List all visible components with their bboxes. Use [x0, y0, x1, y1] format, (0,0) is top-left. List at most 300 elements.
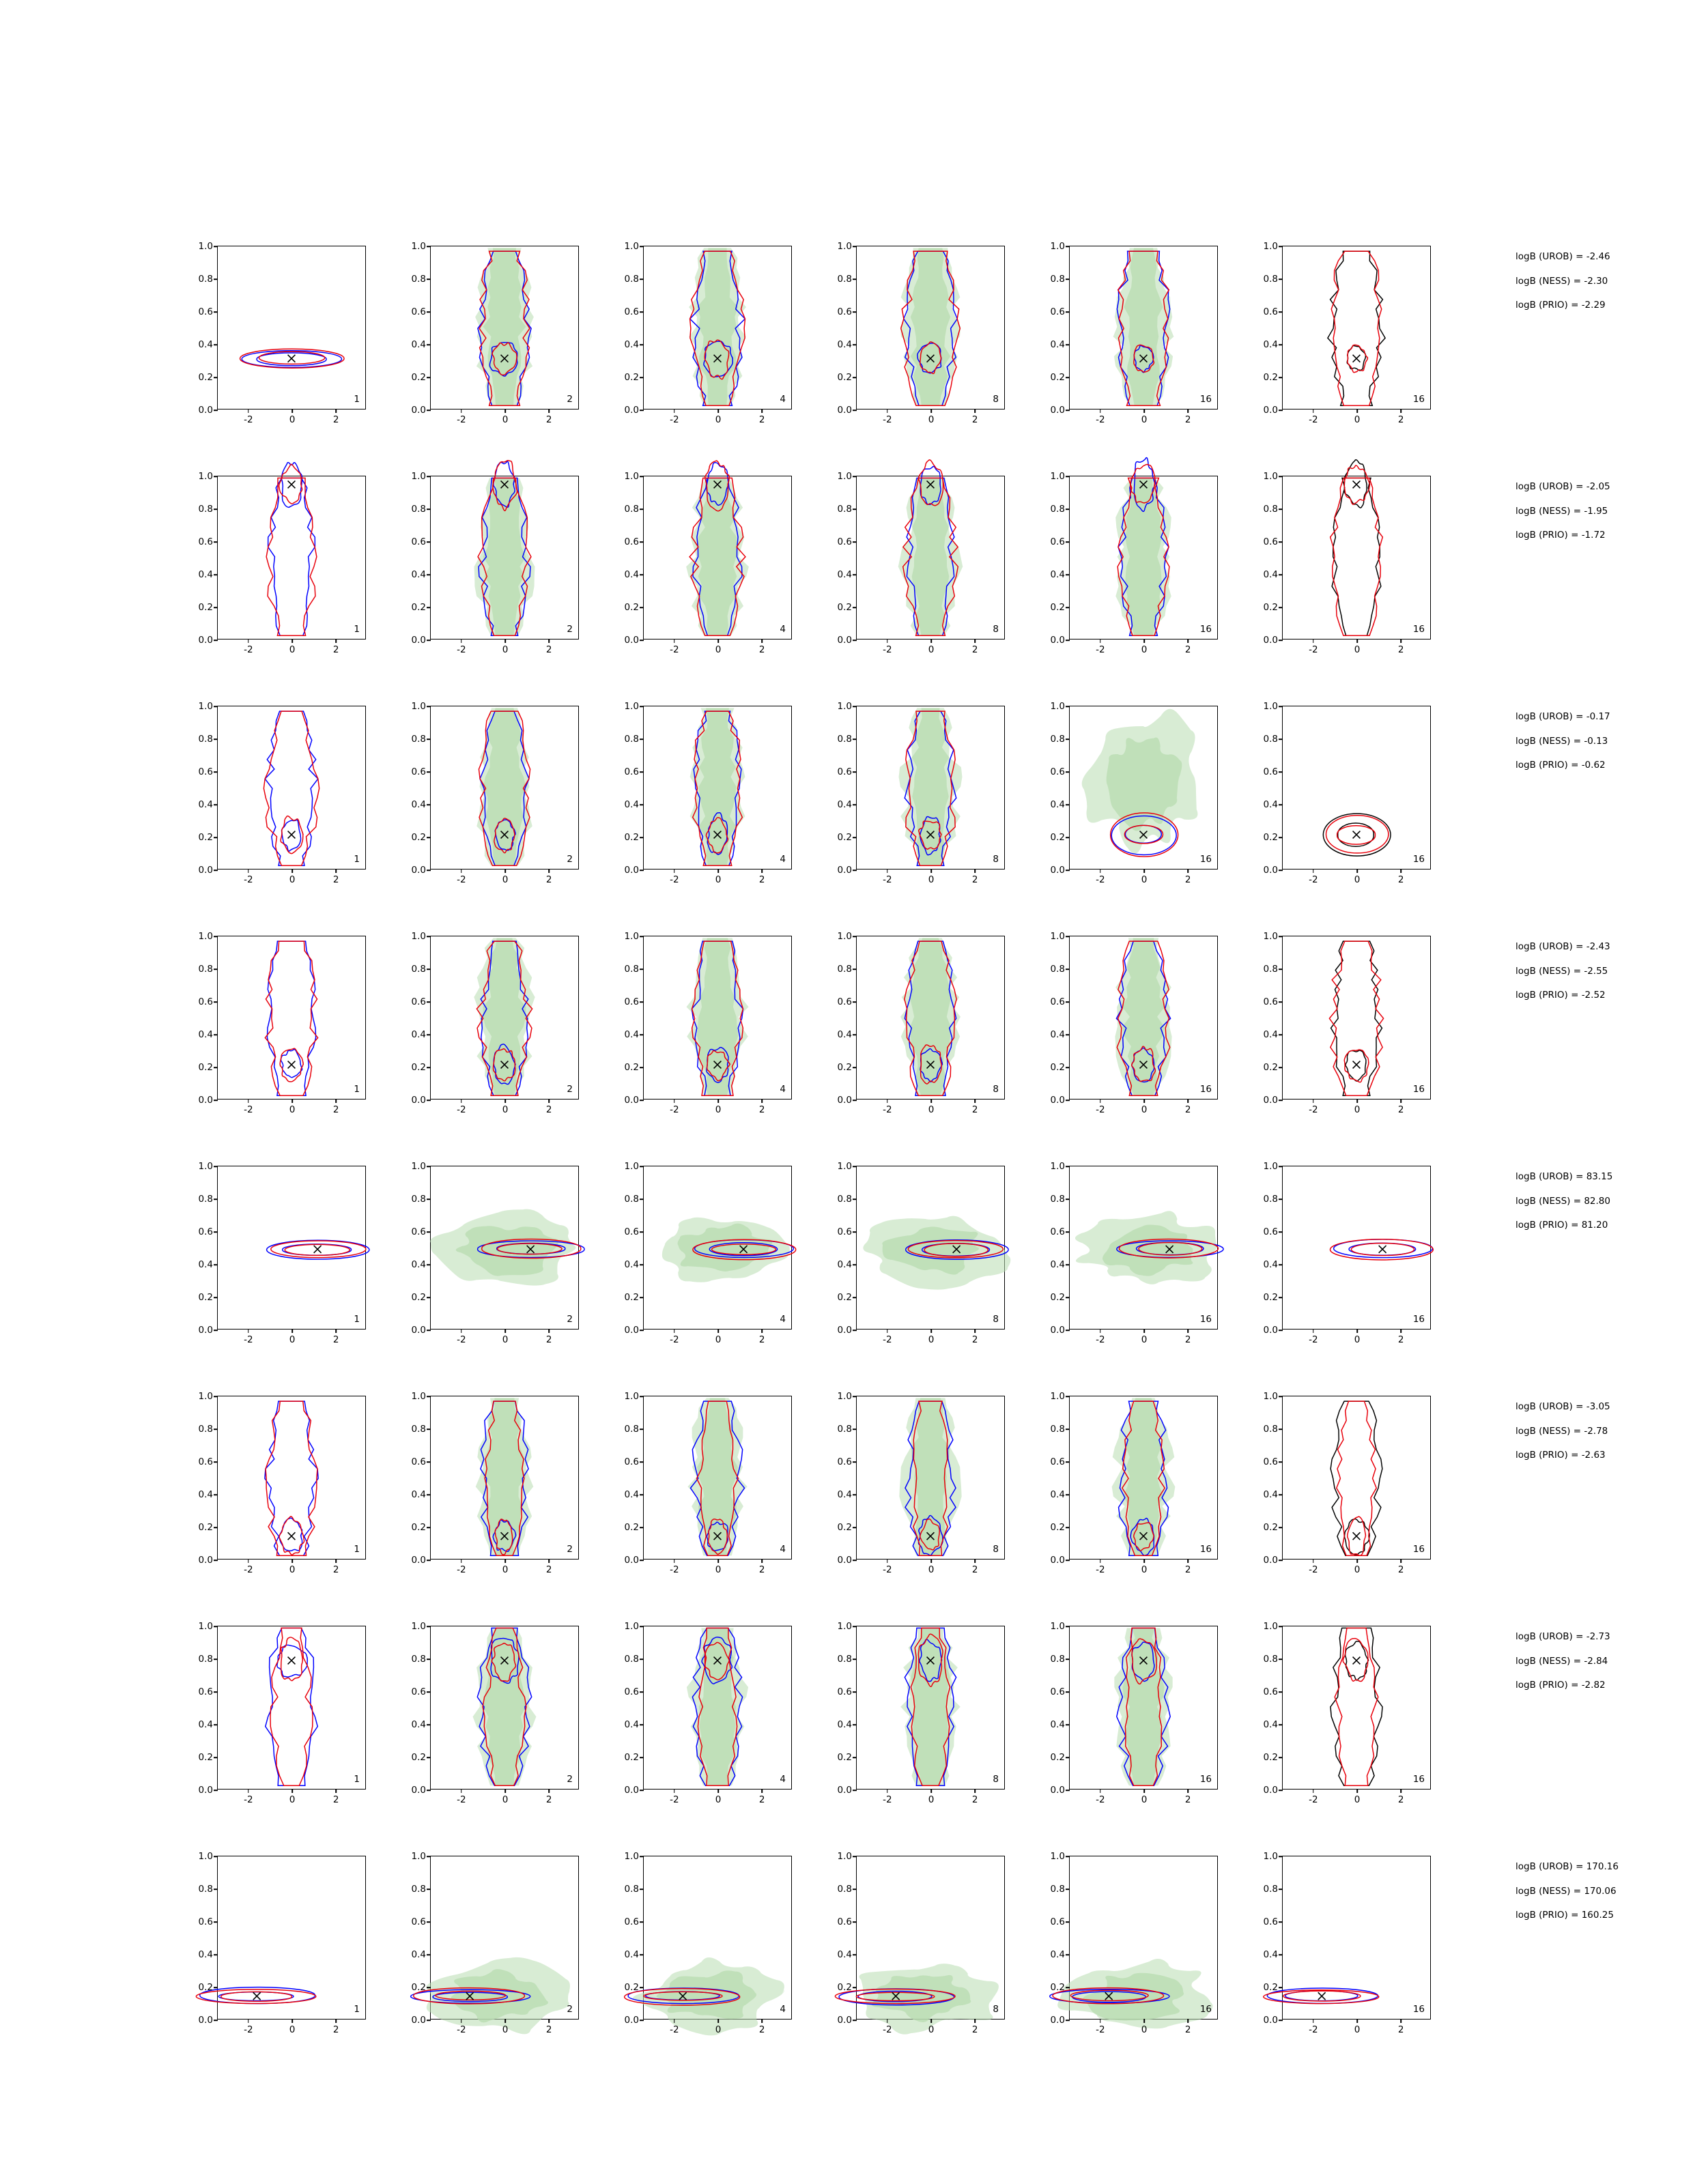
x-tick-label: 0: [1141, 874, 1148, 885]
x-tick-label: -2: [457, 644, 466, 655]
logb-annotation-line: logB (NESS) = -2.84: [1516, 1655, 1608, 1667]
subplot-row: [184, 1621, 1462, 1809]
y-tick-label: 0.6: [411, 766, 426, 777]
x-tick-mark: [248, 409, 249, 413]
x-tick-label: 2: [332, 2024, 339, 2035]
y-tick-label: 0.4: [1263, 1029, 1278, 1040]
x-tick-mark: [1143, 639, 1145, 643]
x-tick-label: -2: [1309, 1334, 1318, 1345]
plot-axes: [411, 701, 579, 885]
y-tick-label: 0.8: [1263, 1194, 1278, 1205]
y-tick-label: 1.0: [624, 931, 639, 942]
x-tick-label: 0: [928, 2024, 935, 2035]
x-tick-mark: [1143, 1789, 1145, 1793]
y-tick-mark: [427, 870, 431, 871]
x-tick-label: 0: [1354, 1794, 1361, 1805]
plot-axes: [1050, 1391, 1218, 1575]
x-tick-label: -2: [1309, 874, 1318, 885]
plot-axes: [411, 1391, 579, 1575]
y-tick-label: 0.6: [1050, 306, 1065, 317]
x-tick-label: 0: [715, 2024, 722, 2035]
y-tick-mark: [640, 837, 644, 838]
x-tick-mark: [930, 1329, 932, 1333]
y-tick-label: 0.0: [624, 1325, 639, 1336]
y-tick-label: 0.8: [837, 274, 852, 285]
y-tick-mark: [853, 246, 857, 247]
x-tick-label: 0: [502, 1104, 509, 1115]
x-tick-mark: [548, 2019, 550, 2023]
x-tick-mark: [504, 869, 506, 873]
x-tick-label: 2: [971, 644, 978, 655]
x-tick-mark: [548, 1789, 550, 1793]
x-tick-mark: [335, 1099, 337, 1103]
x-tick-label: -2: [244, 414, 253, 425]
subplot-cell: [610, 241, 796, 429]
x-tick-mark: [461, 1329, 462, 1333]
y-tick-mark: [1279, 1987, 1283, 1988]
subplot-cell: [184, 241, 370, 429]
x-tick-mark: [1313, 639, 1314, 643]
cell-count-label: 16: [1412, 1314, 1425, 1325]
y-tick-mark: [640, 1264, 644, 1265]
cell-count-label: 1: [354, 1084, 360, 1095]
y-tick-label: 0.4: [837, 1719, 852, 1730]
y-tick-mark: [427, 1560, 431, 1561]
logb-annotation-line: logB (NESS) = 170.06: [1516, 1885, 1617, 1897]
y-tick-mark: [853, 607, 857, 608]
cell-count-label: 8: [993, 1544, 999, 1555]
x-tick-label: 2: [758, 874, 765, 885]
y-tick-mark: [640, 1691, 644, 1693]
y-tick-label: 0.6: [411, 536, 426, 547]
y-tick-label: 0.6: [198, 996, 213, 1007]
contour-plot: [1070, 476, 1217, 639]
plot-axes: [198, 1851, 366, 2035]
subplot-cell: [184, 1851, 370, 2039]
subplot-cell: [823, 701, 1009, 889]
y-tick-mark: [214, 1888, 218, 1890]
x-tick-mark: [291, 1559, 293, 1563]
x-tick-label: -2: [1096, 1564, 1105, 1575]
y-tick-mark: [427, 738, 431, 740]
y-tick-label: 0.2: [837, 1982, 852, 1993]
y-tick-mark: [214, 1954, 218, 1955]
y-tick-label: 0.8: [624, 1194, 639, 1205]
y-tick-mark: [427, 1428, 431, 1430]
y-tick-label: 0.6: [1050, 1226, 1065, 1237]
subplot-cell: [1249, 1621, 1435, 1809]
x-tick-label: -2: [1096, 414, 1105, 425]
x-tick-mark: [335, 2019, 337, 2023]
y-tick-label: 0.0: [198, 405, 213, 416]
x-tick-label: -2: [244, 644, 253, 655]
subplot-cell: [397, 241, 583, 429]
y-tick-label: 0.2: [624, 1982, 639, 1993]
contour-plot: [644, 936, 791, 1099]
y-tick-mark: [640, 1658, 644, 1660]
contour-plot: [644, 1396, 791, 1559]
y-tick-mark: [214, 344, 218, 345]
x-tick-label: -2: [670, 2024, 679, 2035]
y-tick-label: 0.4: [1050, 1259, 1065, 1270]
y-tick-mark: [853, 936, 857, 937]
x-tick-label: 2: [1184, 414, 1191, 425]
y-tick-mark: [427, 2020, 431, 2021]
y-tick-label: 0.6: [837, 766, 852, 777]
x-tick-mark: [761, 409, 763, 413]
x-tick-mark: [717, 1559, 719, 1563]
contour-plot: [1070, 706, 1217, 869]
y-tick-label: 0.6: [837, 1686, 852, 1697]
y-tick-mark: [214, 870, 218, 871]
y-tick-mark: [1066, 344, 1070, 345]
y-tick-mark: [640, 936, 644, 937]
y-tick-mark: [214, 1001, 218, 1003]
y-tick-mark: [427, 1166, 431, 1167]
plot-axes: [624, 931, 792, 1115]
y-tick-label: 0.6: [198, 306, 213, 317]
x-tick-label: 0: [928, 1564, 935, 1575]
y-tick-label: 0.4: [837, 799, 852, 810]
y-tick-label: 0.0: [411, 1785, 426, 1796]
y-tick-mark: [214, 837, 218, 838]
y-tick-mark: [214, 311, 218, 313]
y-tick-mark: [1279, 377, 1283, 378]
y-tick-label: 0.2: [1263, 832, 1278, 843]
y-tick-mark: [853, 1921, 857, 1923]
plot-axes: [837, 1851, 1005, 2035]
subplot-cell: [1249, 1851, 1435, 2039]
y-tick-label: 1.0: [837, 931, 852, 942]
y-tick-label: 0.2: [1263, 602, 1278, 613]
y-tick-mark: [1066, 2020, 1070, 2021]
y-tick-mark: [853, 1987, 857, 1988]
x-tick-mark: [1100, 1099, 1101, 1103]
contour-plot: [644, 246, 791, 409]
x-tick-mark: [461, 639, 462, 643]
x-tick-label: 2: [1184, 874, 1191, 885]
contour-plot: [431, 1856, 578, 2019]
logb-annotation-line: logB (UROB) = -2.05: [1516, 481, 1610, 492]
plot-axes: [624, 471, 792, 655]
x-tick-mark: [930, 1789, 932, 1793]
y-tick-mark: [1066, 1001, 1070, 1003]
y-tick-label: 0.0: [1050, 405, 1065, 416]
y-tick-label: 0.6: [837, 996, 852, 1007]
y-tick-label: 0.4: [411, 339, 426, 350]
y-tick-label: 0.8: [1263, 1884, 1278, 1895]
x-tick-mark: [974, 639, 976, 643]
y-tick-mark: [214, 1856, 218, 1857]
y-tick-mark: [1066, 1264, 1070, 1265]
contour-plot: [1070, 1856, 1217, 2019]
y-tick-mark: [427, 574, 431, 575]
y-tick-mark: [853, 1428, 857, 1430]
x-tick-label: 0: [289, 1564, 296, 1575]
x-tick-label: 0: [928, 1104, 935, 1115]
subplot-cell: [1249, 1391, 1435, 1579]
y-tick-mark: [853, 1198, 857, 1200]
y-tick-label: 0.4: [411, 799, 426, 810]
x-tick-label: 2: [332, 1794, 339, 1805]
x-tick-mark: [461, 1099, 462, 1103]
x-tick-label: -2: [670, 644, 679, 655]
x-tick-label: 2: [758, 1104, 765, 1115]
x-tick-mark: [248, 1559, 249, 1563]
x-tick-mark: [1187, 1559, 1189, 1563]
subplot-cell: [1249, 701, 1435, 889]
x-tick-label: 2: [332, 1104, 339, 1115]
cell-count-label: 1: [354, 1314, 360, 1325]
y-tick-mark: [640, 1560, 644, 1561]
y-tick-label: 0.6: [1263, 1686, 1278, 1697]
x-tick-mark: [335, 409, 337, 413]
y-tick-mark: [1066, 640, 1070, 641]
y-tick-mark: [1066, 1658, 1070, 1660]
y-tick-mark: [1066, 1921, 1070, 1923]
y-tick-label: 0.8: [837, 504, 852, 515]
y-tick-mark: [1279, 607, 1283, 608]
y-tick-mark: [1279, 1100, 1283, 1101]
cell-count-label: 8: [993, 854, 999, 865]
logb-annotation-block: [1516, 1403, 1693, 1476]
y-tick-label: 0.2: [624, 372, 639, 383]
y-tick-mark: [1279, 574, 1283, 575]
y-tick-mark: [427, 1626, 431, 1627]
y-tick-label: 0.0: [1050, 2015, 1065, 2026]
x-tick-mark: [291, 409, 293, 413]
y-tick-mark: [214, 1034, 218, 1035]
y-tick-label: 1.0: [1263, 701, 1278, 712]
plot-axes: [624, 1621, 792, 1805]
y-tick-label: 0.0: [411, 635, 426, 646]
x-tick-mark: [1100, 1559, 1101, 1563]
y-tick-label: 0.2: [1050, 832, 1065, 843]
y-tick-label: 1.0: [837, 1391, 852, 1402]
contour-plot: [857, 1396, 1004, 1559]
y-tick-label: 0.0: [1263, 635, 1278, 646]
y-tick-mark: [427, 1954, 431, 1955]
subplot-cell: [610, 1851, 796, 2039]
x-tick-label: 0: [502, 1334, 509, 1345]
y-tick-label: 0.0: [1263, 1095, 1278, 1106]
y-tick-label: 0.0: [837, 865, 852, 876]
y-tick-label: 1.0: [1050, 1851, 1065, 1862]
y-tick-mark: [1279, 1954, 1283, 1955]
y-tick-mark: [853, 1330, 857, 1331]
x-tick-mark: [717, 1329, 719, 1333]
contour-plot: [431, 246, 578, 409]
plot-axes: [411, 471, 579, 655]
contour-plot: [218, 1856, 365, 2019]
y-tick-mark: [1066, 968, 1070, 970]
x-tick-label: -2: [670, 1794, 679, 1805]
contour-plot: [1070, 1626, 1217, 1789]
x-tick-mark: [1400, 1329, 1402, 1333]
x-tick-label: -2: [883, 644, 892, 655]
y-tick-mark: [1279, 541, 1283, 543]
y-tick-mark: [640, 410, 644, 411]
x-tick-label: 2: [758, 1334, 765, 1345]
cell-count-label: 16: [1199, 1314, 1212, 1325]
subplot-cell: [397, 1391, 583, 1579]
contour-plot: [1283, 1396, 1430, 1559]
y-tick-mark: [214, 1790, 218, 1791]
x-tick-label: -2: [1096, 2024, 1105, 2035]
y-tick-label: 0.4: [198, 1029, 213, 1040]
y-tick-label: 1.0: [198, 1161, 213, 1172]
y-tick-mark: [853, 2020, 857, 2021]
y-tick-label: 0.4: [198, 339, 213, 350]
y-tick-label: 1.0: [624, 1851, 639, 1862]
y-tick-label: 0.6: [1263, 536, 1278, 547]
y-tick-label: 0.4: [837, 1259, 852, 1270]
x-tick-mark: [248, 1329, 249, 1333]
y-tick-label: 0.2: [837, 372, 852, 383]
y-tick-label: 0.8: [624, 274, 639, 285]
x-tick-mark: [1313, 2019, 1314, 2023]
x-tick-label: 2: [332, 644, 339, 655]
cell-count-label: 1: [354, 624, 360, 635]
x-tick-label: 0: [1141, 1104, 1148, 1115]
subplot-cell: [823, 1851, 1009, 2039]
plot-axes: [1263, 701, 1431, 885]
y-tick-mark: [640, 640, 644, 641]
y-tick-mark: [1066, 1757, 1070, 1758]
x-tick-mark: [887, 2019, 888, 2023]
x-tick-mark: [504, 1789, 506, 1793]
x-tick-label: -2: [670, 1334, 679, 1345]
plot-axes: [837, 241, 1005, 425]
y-tick-mark: [640, 870, 644, 871]
y-tick-label: 0.6: [1263, 1226, 1278, 1237]
y-tick-mark: [1279, 1527, 1283, 1528]
subplot-cell: [823, 1391, 1009, 1579]
x-tick-mark: [504, 409, 506, 413]
y-tick-mark: [214, 1461, 218, 1463]
y-tick-label: 1.0: [198, 931, 213, 942]
y-tick-label: 0.2: [411, 1522, 426, 1533]
y-tick-label: 0.8: [837, 1424, 852, 1435]
y-tick-label: 0.4: [411, 1029, 426, 1040]
y-tick-mark: [1279, 1658, 1283, 1660]
y-tick-label: 0.2: [837, 1752, 852, 1763]
x-tick-mark: [974, 1559, 976, 1563]
y-tick-label: 0.2: [198, 1062, 213, 1073]
y-tick-label: 0.4: [1263, 569, 1278, 580]
x-tick-label: -2: [1309, 2024, 1318, 2035]
y-tick-label: 0.8: [1050, 504, 1065, 515]
plot-axes: [1050, 241, 1218, 425]
y-tick-mark: [1066, 278, 1070, 280]
y-tick-label: 0.0: [198, 1095, 213, 1106]
y-tick-label: 0.0: [1263, 1555, 1278, 1566]
y-tick-mark: [853, 1658, 857, 1660]
x-tick-label: 2: [971, 1104, 978, 1115]
x-tick-mark: [548, 409, 550, 413]
logb-annotation-line: logB (UROB) = -3.05: [1516, 1401, 1610, 1412]
y-tick-mark: [427, 607, 431, 608]
y-tick-label: 1.0: [411, 241, 426, 252]
y-tick-label: 0.4: [624, 1949, 639, 1960]
y-tick-label: 0.4: [624, 1259, 639, 1270]
x-tick-mark: [1187, 869, 1189, 873]
y-tick-label: 0.6: [1050, 766, 1065, 777]
y-tick-label: 1.0: [198, 471, 213, 482]
cell-count-label: 16: [1199, 1774, 1212, 1785]
cell-count-label: 16: [1199, 1544, 1212, 1555]
x-tick-mark: [1400, 2019, 1402, 2023]
y-tick-label: 1.0: [1050, 931, 1065, 942]
y-tick-mark: [214, 1626, 218, 1627]
y-tick-label: 0.0: [837, 1555, 852, 1566]
y-tick-label: 0.4: [411, 1949, 426, 1960]
y-tick-label: 0.4: [837, 339, 852, 350]
logb-annotation-line: logB (NESS) = -2.30: [1516, 275, 1608, 287]
y-tick-label: 0.2: [1263, 1062, 1278, 1073]
y-tick-mark: [427, 1757, 431, 1758]
x-tick-mark: [1313, 1099, 1314, 1103]
x-tick-label: 2: [1397, 1334, 1404, 1345]
logb-annotation-line: logB (PRIO) = 81.20: [1516, 1220, 1608, 1231]
y-tick-label: 0.0: [624, 405, 639, 416]
y-tick-mark: [640, 1626, 644, 1627]
y-tick-label: 0.2: [837, 1062, 852, 1073]
y-tick-mark: [853, 738, 857, 740]
cell-count-label: 2: [567, 1084, 573, 1095]
y-tick-label: 0.4: [624, 799, 639, 810]
y-tick-label: 0.6: [1263, 306, 1278, 317]
y-tick-mark: [640, 1396, 644, 1397]
x-tick-mark: [1187, 409, 1189, 413]
logb-annotation-line: logB (PRIO) = -0.62: [1516, 760, 1606, 771]
x-tick-mark: [1100, 869, 1101, 873]
x-tick-label: -2: [1096, 1104, 1105, 1115]
x-tick-label: -2: [457, 1794, 466, 1805]
y-tick-label: 1.0: [624, 241, 639, 252]
x-tick-label: 2: [758, 644, 765, 655]
y-tick-mark: [214, 1428, 218, 1430]
contour-plot: [1070, 246, 1217, 409]
y-tick-mark: [1066, 1100, 1070, 1101]
cell-count-label: 16: [1199, 624, 1212, 635]
y-tick-mark: [1066, 738, 1070, 740]
y-tick-mark: [853, 1790, 857, 1791]
x-tick-label: 0: [1354, 2024, 1361, 2035]
y-tick-mark: [1066, 870, 1070, 871]
y-tick-label: 0.4: [198, 569, 213, 580]
x-tick-mark: [504, 639, 506, 643]
y-tick-label: 0.4: [1050, 339, 1065, 350]
y-tick-label: 0.2: [1263, 1292, 1278, 1303]
y-tick-label: 0.4: [837, 1949, 852, 1960]
y-tick-label: 0.0: [837, 2015, 852, 2026]
y-tick-mark: [1066, 706, 1070, 707]
contour-plot: [644, 706, 791, 869]
x-tick-label: -2: [1309, 644, 1318, 655]
y-tick-label: 0.6: [837, 1226, 852, 1237]
x-tick-mark: [674, 869, 675, 873]
y-tick-mark: [1279, 1888, 1283, 1890]
y-tick-label: 0.8: [1050, 1884, 1065, 1895]
y-tick-label: 0.6: [1050, 996, 1065, 1007]
y-tick-label: 0.2: [1050, 602, 1065, 613]
y-tick-label: 1.0: [1263, 1391, 1278, 1402]
y-tick-label: 0.6: [1050, 536, 1065, 547]
y-tick-label: 0.2: [624, 1062, 639, 1073]
x-tick-mark: [1400, 639, 1402, 643]
plot-axes: [837, 1621, 1005, 1805]
